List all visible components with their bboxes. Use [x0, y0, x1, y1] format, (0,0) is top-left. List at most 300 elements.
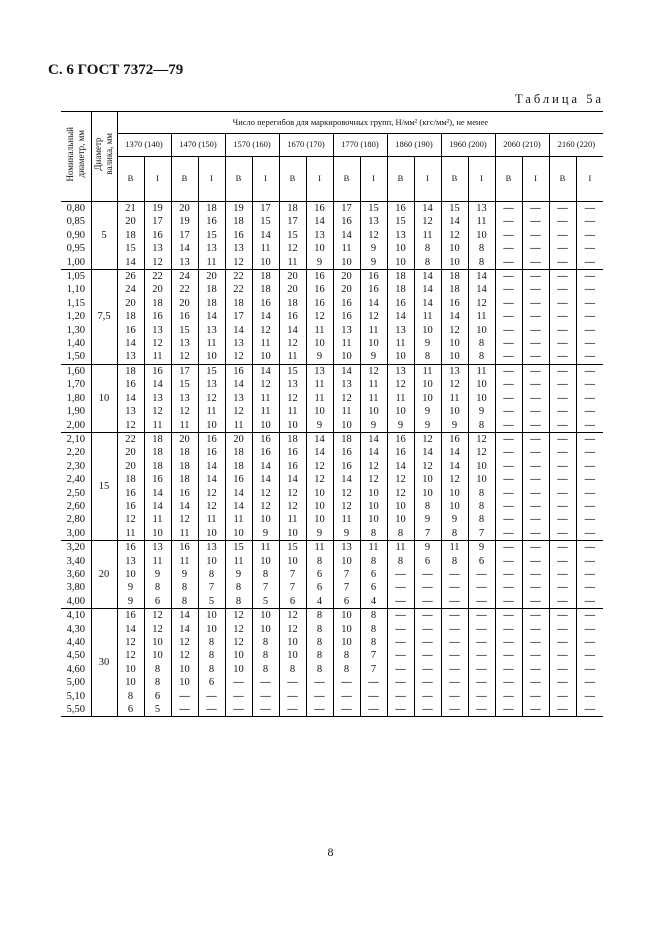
- header-group: 1670 (170): [279, 134, 333, 157]
- value-cell: 14: [387, 460, 414, 473]
- value-cell: 14: [252, 364, 279, 378]
- value-cell: 18: [117, 310, 144, 323]
- value-cell: —: [576, 215, 603, 228]
- value-cell: —: [171, 703, 198, 717]
- value-cell: 10: [252, 419, 279, 433]
- value-cell: 14: [360, 297, 387, 310]
- value-cell: —: [576, 513, 603, 526]
- table-row: [61, 229, 603, 242]
- value-cell: —: [495, 419, 522, 433]
- value-cell: 16: [279, 460, 306, 473]
- value-cell: —: [333, 690, 360, 703]
- value-cell: 12: [360, 229, 387, 242]
- value-cell: 9: [414, 541, 441, 555]
- value-cell: —: [333, 676, 360, 689]
- value-cell: —: [522, 500, 549, 513]
- nominal-diameter-cell: 3,80: [66, 582, 85, 594]
- value-cell: 6: [279, 595, 306, 609]
- value-cell: 11: [441, 541, 468, 555]
- value-cell: —: [495, 649, 522, 662]
- value-cell: 16: [333, 446, 360, 459]
- value-cell: 24: [117, 283, 144, 296]
- value-cell: 10: [252, 350, 279, 364]
- value-cell: —: [522, 432, 549, 446]
- value-cell: 19: [171, 215, 198, 228]
- value-cell: 11: [468, 215, 495, 228]
- value-cell: 13: [387, 364, 414, 378]
- value-cell: —: [495, 609, 522, 623]
- value-cell: —: [522, 595, 549, 609]
- value-cell: 22: [225, 283, 252, 296]
- value-cell: —: [522, 581, 549, 594]
- value-cell: 10: [225, 663, 252, 676]
- value-cell: 14: [306, 215, 333, 228]
- value-cell: 8: [468, 500, 495, 513]
- value-cell: —: [576, 581, 603, 594]
- page-number: 8: [327, 845, 334, 859]
- value-cell: 16: [252, 297, 279, 310]
- value-cell: 12: [279, 487, 306, 500]
- value-cell: 10: [441, 405, 468, 418]
- value-cell: 8: [252, 649, 279, 662]
- value-cell: —: [576, 337, 603, 350]
- value-cell: 13: [360, 215, 387, 228]
- value-cell: 12: [360, 473, 387, 486]
- table-row: [61, 500, 603, 513]
- table-row: [61, 202, 603, 216]
- value-cell: 15: [252, 215, 279, 228]
- value-cell: 10: [360, 513, 387, 526]
- table-row: [61, 609, 603, 623]
- value-cell: 12: [414, 432, 441, 446]
- value-cell: 9: [306, 419, 333, 433]
- value-cell: 16: [333, 310, 360, 323]
- value-cell: 15: [387, 215, 414, 228]
- value-cell: —: [549, 310, 576, 323]
- value-cell: 18: [198, 202, 225, 216]
- value-cell: 10: [333, 555, 360, 568]
- value-cell: —: [495, 568, 522, 581]
- value-cell: —: [522, 256, 549, 270]
- nominal-diameter-cell: 3,60: [66, 568, 85, 580]
- value-cell: —: [198, 690, 225, 703]
- header-subcol: В: [441, 157, 468, 202]
- value-cell: —: [576, 446, 603, 459]
- value-cell: —: [522, 215, 549, 228]
- value-cell: —: [387, 623, 414, 636]
- value-cell: 14: [468, 283, 495, 296]
- value-cell: 16: [117, 609, 144, 623]
- value-cell: 11: [387, 541, 414, 555]
- header-subcol: I: [522, 157, 549, 202]
- value-cell: 14: [225, 378, 252, 391]
- value-cell: 7: [333, 568, 360, 581]
- value-cell: —: [549, 581, 576, 594]
- value-cell: 11: [171, 419, 198, 433]
- value-cell: 16: [252, 432, 279, 446]
- value-cell: —: [495, 215, 522, 228]
- value-cell: —: [387, 703, 414, 717]
- table-row: [61, 350, 603, 364]
- value-cell: 10: [414, 473, 441, 486]
- value-cell: 8: [198, 636, 225, 649]
- value-cell: 11: [252, 242, 279, 255]
- value-cell: 7: [414, 527, 441, 541]
- value-cell: 12: [225, 405, 252, 418]
- value-cell: 10: [468, 324, 495, 337]
- header-subcol: В: [279, 157, 306, 202]
- table-row: [61, 595, 603, 609]
- value-cell: 10: [198, 419, 225, 433]
- value-cell: 8: [198, 649, 225, 662]
- value-cell: 10: [360, 337, 387, 350]
- value-cell: 9: [414, 419, 441, 433]
- nominal-diameter-cell: 0,90: [66, 229, 85, 241]
- value-cell: 12: [252, 378, 279, 391]
- value-cell: —: [522, 636, 549, 649]
- value-cell: —: [414, 703, 441, 717]
- table-row: [61, 256, 603, 270]
- table-row: [61, 297, 603, 310]
- value-cell: —: [522, 350, 549, 364]
- value-cell: —: [441, 595, 468, 609]
- value-cell: —: [549, 500, 576, 513]
- value-cell: 4: [360, 595, 387, 609]
- value-cell: 10: [117, 568, 144, 581]
- value-cell: 12: [306, 310, 333, 323]
- value-cell: 8: [360, 636, 387, 649]
- value-cell: 16: [333, 460, 360, 473]
- roller-diameter-cell: 30: [91, 609, 117, 717]
- value-cell: 16: [117, 324, 144, 337]
- value-cell: 12: [360, 310, 387, 323]
- value-cell: 10: [468, 392, 495, 405]
- value-cell: 12: [441, 229, 468, 242]
- value-cell: 9: [468, 405, 495, 418]
- value-cell: 13: [171, 256, 198, 270]
- value-cell: 13: [117, 350, 144, 364]
- value-cell: 11: [225, 513, 252, 526]
- header-roller-diameter: Диаметр валика, мм: [91, 112, 117, 202]
- value-cell: 15: [198, 229, 225, 242]
- value-cell: 16: [225, 473, 252, 486]
- value-cell: 8: [171, 581, 198, 594]
- value-cell: —: [414, 676, 441, 689]
- value-cell: 12: [171, 405, 198, 418]
- value-cell: 18: [225, 297, 252, 310]
- value-cell: —: [387, 663, 414, 676]
- nominal-diameter-cell: 4,40: [66, 637, 85, 648]
- value-cell: 22: [171, 283, 198, 296]
- value-cell: —: [576, 242, 603, 255]
- value-cell: 10: [144, 649, 171, 662]
- table-row: [61, 460, 603, 473]
- value-cell: —: [576, 609, 603, 623]
- value-cell: —: [522, 541, 549, 555]
- value-cell: —: [576, 270, 603, 284]
- table-row: [61, 487, 603, 500]
- value-cell: —: [549, 460, 576, 473]
- value-cell: 9: [468, 541, 495, 555]
- value-cell: —: [576, 310, 603, 323]
- value-cell: —: [522, 270, 549, 284]
- nominal-diameter-cell: 2,40: [66, 474, 85, 486]
- value-cell: 12: [144, 256, 171, 270]
- value-cell: 6: [468, 555, 495, 568]
- value-cell: —: [495, 310, 522, 323]
- value-cell: —: [522, 283, 549, 296]
- value-cell: 14: [414, 297, 441, 310]
- value-cell: —: [549, 350, 576, 364]
- value-cell: 14: [171, 609, 198, 623]
- value-cell: 12: [441, 473, 468, 486]
- nominal-diameter-cell: 1,15: [66, 297, 85, 309]
- value-cell: 20: [117, 460, 144, 473]
- value-cell: —: [549, 527, 576, 541]
- value-cell: 4: [306, 595, 333, 609]
- value-cell: 11: [468, 364, 495, 378]
- value-cell: —: [252, 690, 279, 703]
- nominal-diameter-cell: 2,10: [66, 433, 85, 445]
- value-cell: 17: [171, 229, 198, 242]
- value-cell: 15: [171, 378, 198, 391]
- value-cell: 10: [387, 256, 414, 270]
- header-group: 1370 (140): [117, 134, 171, 157]
- header-subcol: I: [576, 157, 603, 202]
- value-cell: 11: [225, 555, 252, 568]
- table-row: [61, 337, 603, 350]
- value-cell: —: [522, 649, 549, 662]
- value-cell: 12: [279, 609, 306, 623]
- value-cell: —: [387, 636, 414, 649]
- value-cell: 8: [468, 419, 495, 433]
- value-cell: 12: [117, 636, 144, 649]
- value-cell: 12: [468, 446, 495, 459]
- value-cell: 12: [387, 473, 414, 486]
- value-cell: —: [333, 703, 360, 717]
- value-cell: —: [522, 473, 549, 486]
- value-cell: 12: [333, 487, 360, 500]
- nominal-diameter-cell: 3,20: [66, 542, 85, 554]
- value-cell: 15: [441, 202, 468, 216]
- value-cell: 11: [279, 513, 306, 526]
- header-subcol: В: [117, 157, 144, 202]
- value-cell: 14: [387, 310, 414, 323]
- value-cell: 11: [171, 527, 198, 541]
- value-cell: 7: [360, 649, 387, 662]
- value-cell: —: [279, 690, 306, 703]
- value-cell: 16: [279, 446, 306, 459]
- value-cell: 13: [144, 541, 171, 555]
- value-cell: 20: [198, 270, 225, 284]
- table-row: [61, 623, 603, 636]
- value-cell: 5: [144, 703, 171, 717]
- value-cell: 6: [144, 690, 171, 703]
- table-row: [61, 364, 603, 378]
- value-cell: 11: [252, 541, 279, 555]
- value-cell: 10: [414, 324, 441, 337]
- value-cell: 12: [117, 513, 144, 526]
- value-cell: 18: [117, 229, 144, 242]
- value-cell: 12: [252, 487, 279, 500]
- value-cell: 10: [198, 527, 225, 541]
- value-cell: —: [549, 419, 576, 433]
- value-cell: 14: [441, 446, 468, 459]
- value-cell: —: [549, 405, 576, 418]
- value-cell: —: [522, 337, 549, 350]
- value-cell: —: [576, 432, 603, 446]
- value-cell: —: [549, 392, 576, 405]
- value-cell: 12: [279, 623, 306, 636]
- value-cell: 6: [414, 555, 441, 568]
- value-cell: 10: [360, 500, 387, 513]
- header-subcol: I: [252, 157, 279, 202]
- value-cell: —: [549, 676, 576, 689]
- value-cell: 12: [144, 623, 171, 636]
- value-cell: —: [576, 649, 603, 662]
- header-subcol: I: [414, 157, 441, 202]
- nominal-diameter-cell: 1,10: [66, 284, 85, 296]
- value-cell: 16: [144, 364, 171, 378]
- value-cell: —: [549, 215, 576, 228]
- roller-diameter-cell: 5: [91, 202, 117, 270]
- value-cell: —: [576, 690, 603, 703]
- nominal-diameter-cell: 2,20: [66, 447, 85, 459]
- value-cell: —: [522, 609, 549, 623]
- value-cell: 11: [468, 310, 495, 323]
- value-cell: —: [495, 473, 522, 486]
- value-cell: 16: [171, 487, 198, 500]
- value-cell: —: [495, 460, 522, 473]
- value-cell: 14: [414, 202, 441, 216]
- value-cell: 8: [387, 555, 414, 568]
- value-cell: —: [576, 568, 603, 581]
- value-cell: 9: [306, 256, 333, 270]
- value-cell: 26: [117, 270, 144, 284]
- header-subcol: В: [387, 157, 414, 202]
- value-cell: 8: [279, 663, 306, 676]
- value-cell: 16: [306, 270, 333, 284]
- value-cell: 8: [198, 663, 225, 676]
- value-cell: 13: [144, 392, 171, 405]
- value-cell: 16: [360, 283, 387, 296]
- value-cell: —: [576, 350, 603, 364]
- value-cell: —: [441, 703, 468, 717]
- value-cell: —: [549, 690, 576, 703]
- value-cell: 14: [306, 432, 333, 446]
- value-cell: 11: [279, 256, 306, 270]
- value-cell: 12: [171, 350, 198, 364]
- value-cell: 10: [171, 663, 198, 676]
- value-cell: 10: [441, 500, 468, 513]
- value-cell: —: [495, 350, 522, 364]
- value-cell: 18: [198, 283, 225, 296]
- value-cell: 10: [306, 405, 333, 418]
- value-cell: —: [522, 568, 549, 581]
- value-cell: 9: [144, 568, 171, 581]
- value-cell: 17: [144, 215, 171, 228]
- value-cell: —: [522, 202, 549, 216]
- value-cell: —: [495, 392, 522, 405]
- value-cell: 14: [117, 337, 144, 350]
- value-cell: —: [495, 623, 522, 636]
- nominal-diameter-cell: 2,60: [66, 500, 85, 512]
- value-cell: 10: [387, 350, 414, 364]
- value-cell: —: [522, 242, 549, 255]
- value-cell: —: [495, 487, 522, 500]
- value-cell: —: [495, 581, 522, 594]
- value-cell: —: [549, 229, 576, 242]
- value-cell: 10: [117, 663, 144, 676]
- value-cell: 14: [414, 446, 441, 459]
- header-group: 1860 (190): [387, 134, 441, 157]
- value-cell: —: [468, 609, 495, 623]
- value-cell: 18: [333, 432, 360, 446]
- value-cell: 20: [171, 297, 198, 310]
- value-cell: —: [441, 649, 468, 662]
- value-cell: 11: [414, 310, 441, 323]
- value-cell: 19: [144, 202, 171, 216]
- value-cell: —: [576, 297, 603, 310]
- value-cell: 14: [198, 473, 225, 486]
- value-cell: 16: [117, 378, 144, 391]
- value-cell: —: [468, 690, 495, 703]
- value-cell: 9: [171, 568, 198, 581]
- value-cell: 14: [225, 487, 252, 500]
- value-cell: —: [576, 229, 603, 242]
- nominal-diameter-cell: 1,50: [61, 350, 91, 364]
- value-cell: —: [522, 419, 549, 433]
- value-cell: 11: [144, 555, 171, 568]
- value-cell: 11: [117, 527, 144, 541]
- value-cell: —: [576, 392, 603, 405]
- value-cell: 9: [306, 350, 333, 364]
- nominal-diameter-cell: 0,95: [66, 243, 85, 255]
- header-group: 2160 (220): [549, 134, 603, 157]
- value-cell: 8: [333, 663, 360, 676]
- value-cell: 13: [306, 364, 333, 378]
- value-cell: 16: [198, 446, 225, 459]
- value-cell: 10: [279, 527, 306, 541]
- value-cell: —: [441, 568, 468, 581]
- table-row: [61, 405, 603, 418]
- value-cell: —: [522, 378, 549, 391]
- value-cell: 17: [252, 202, 279, 216]
- value-cell: 9: [306, 527, 333, 541]
- value-cell: —: [576, 364, 603, 378]
- value-cell: 16: [333, 215, 360, 228]
- nominal-diameter-cell: 4,00: [61, 595, 91, 609]
- value-cell: 10: [144, 636, 171, 649]
- value-cell: 10: [333, 636, 360, 649]
- value-cell: 11: [198, 405, 225, 418]
- value-cell: 14: [441, 310, 468, 323]
- nominal-diameter-cell: 4,50: [66, 650, 85, 662]
- value-cell: 7: [333, 581, 360, 594]
- value-cell: —: [549, 663, 576, 676]
- value-cell: 11: [360, 541, 387, 555]
- value-cell: —: [495, 432, 522, 446]
- value-cell: —: [522, 555, 549, 568]
- value-cell: —: [387, 690, 414, 703]
- value-cell: 14: [441, 215, 468, 228]
- value-cell: 18: [225, 446, 252, 459]
- value-cell: 5: [252, 595, 279, 609]
- value-cell: 13: [387, 229, 414, 242]
- header-group: 1770 (180): [333, 134, 387, 157]
- roller-diameter-cell: 20: [91, 541, 117, 609]
- value-cell: 10: [387, 500, 414, 513]
